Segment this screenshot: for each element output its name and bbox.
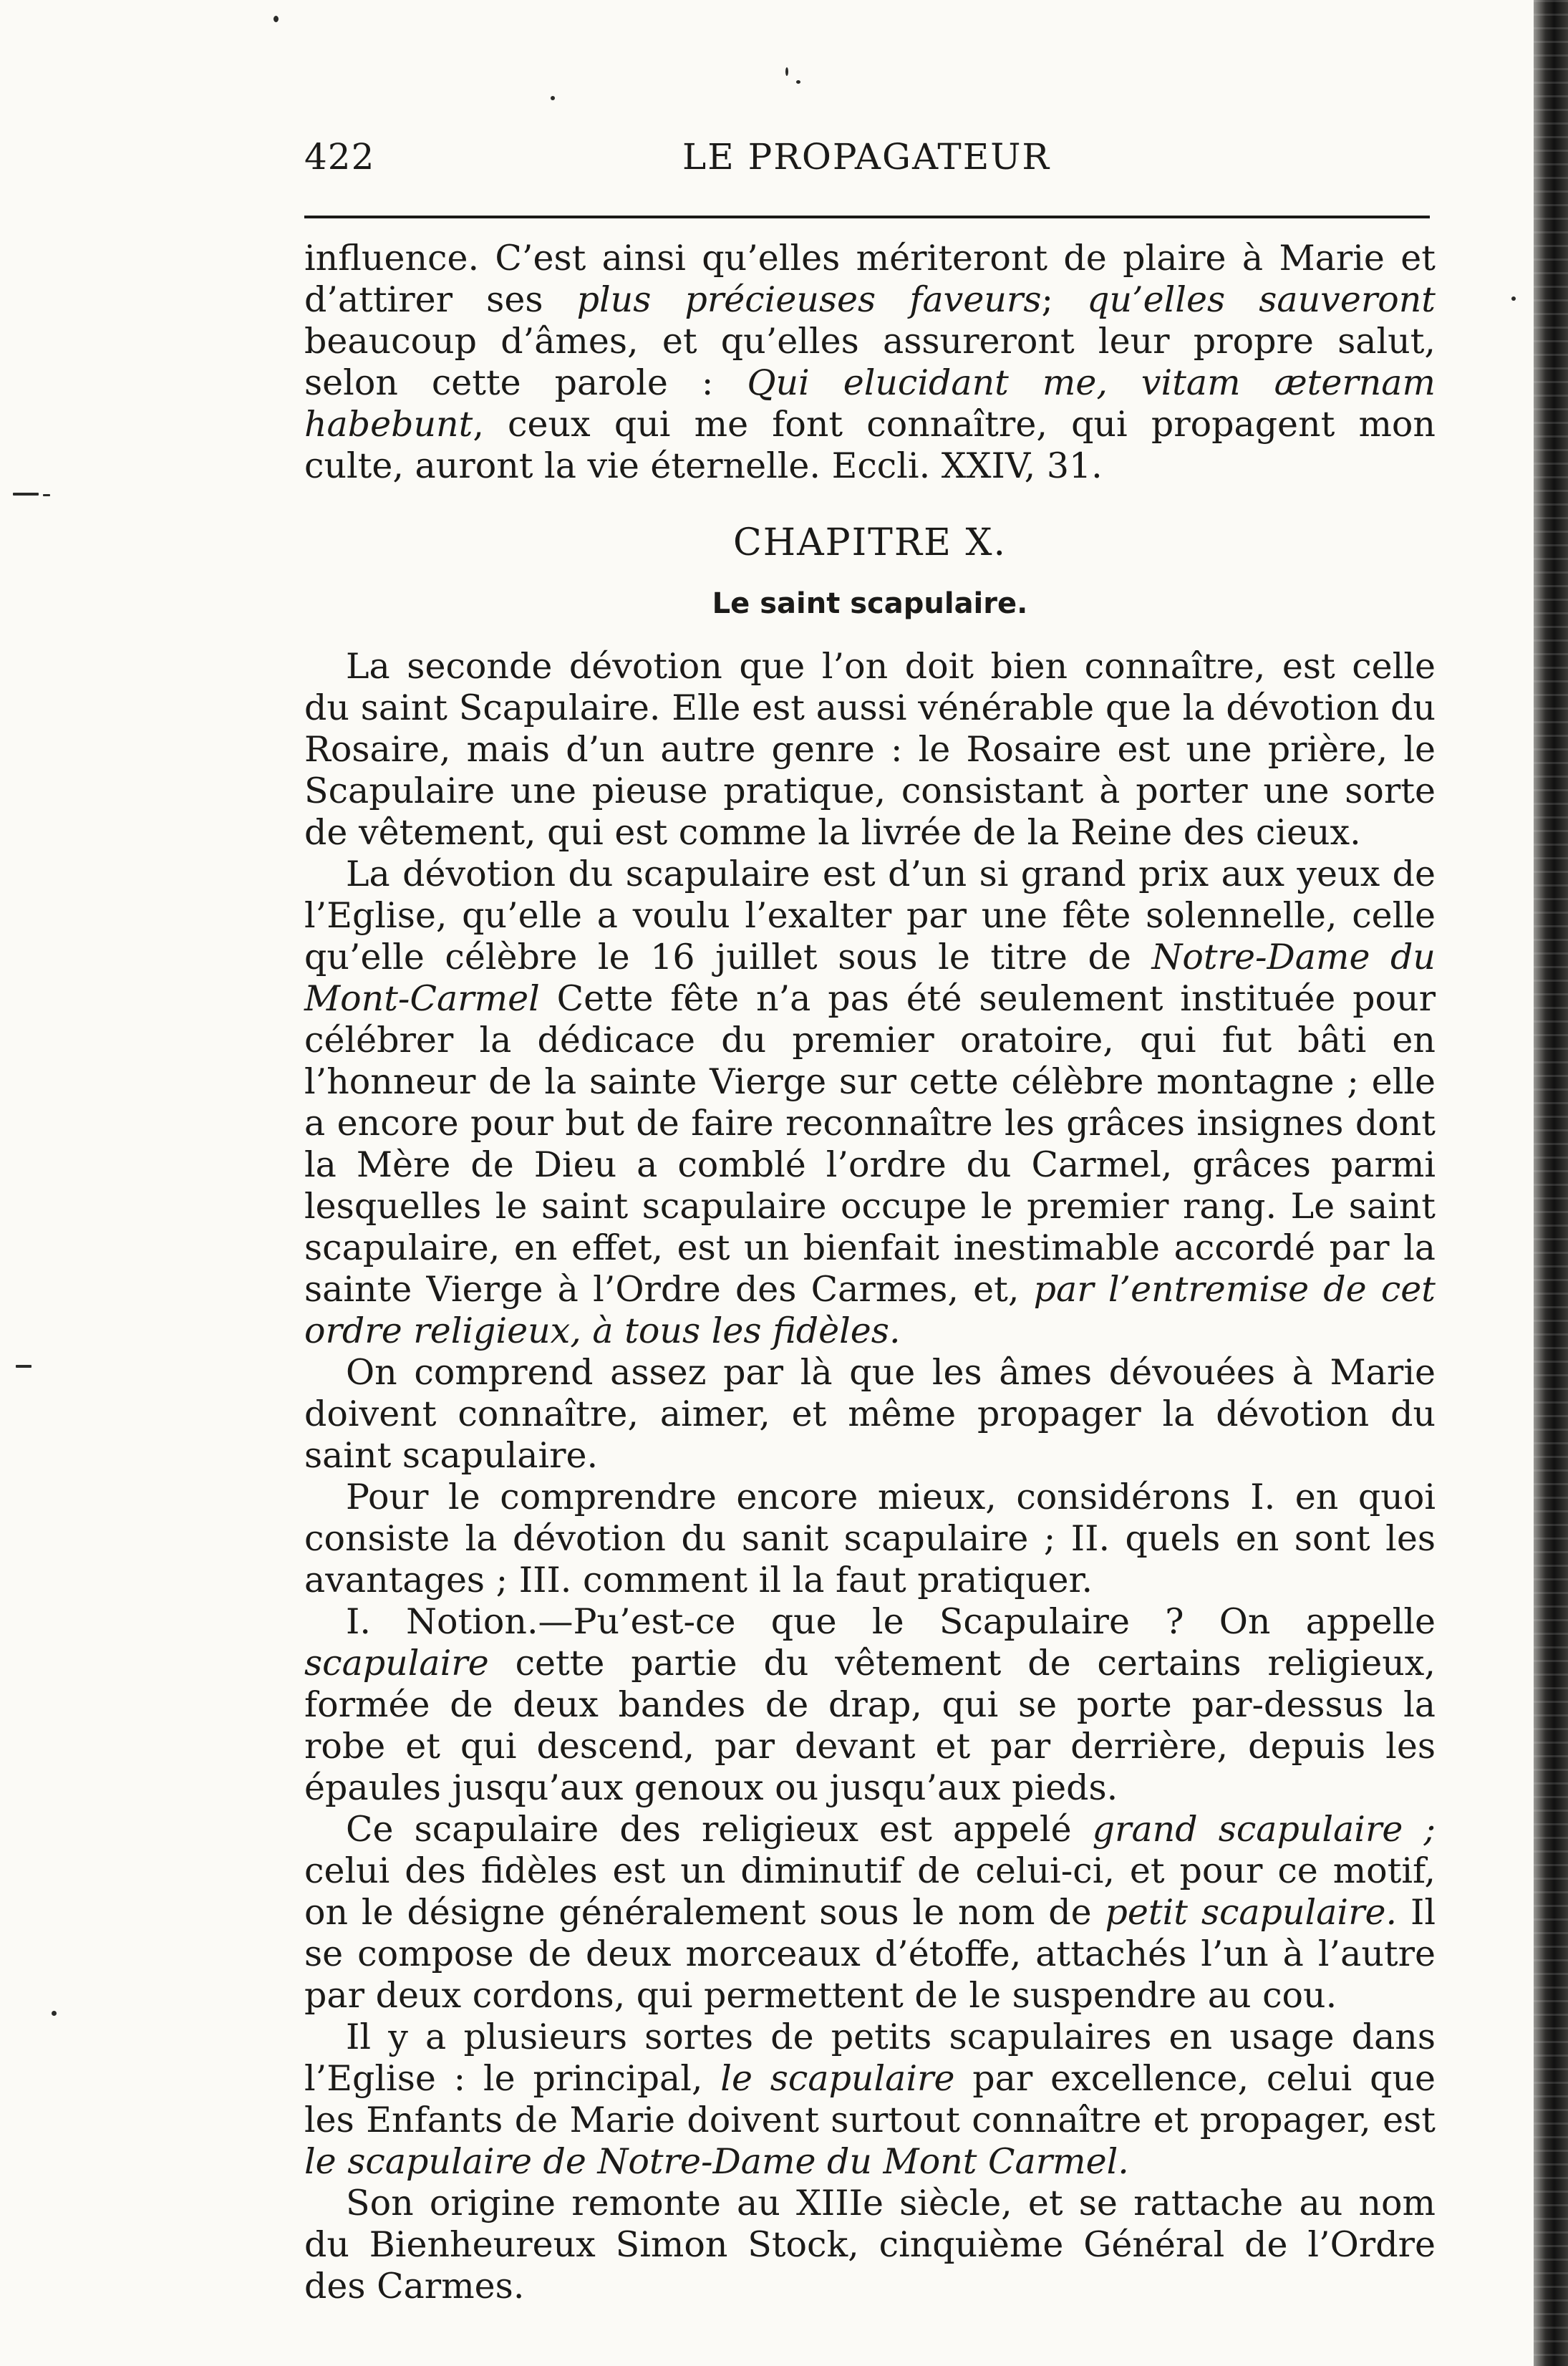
text-run: par excellence, celui que les Enfants de Marie doivent surtout connaître et propager, est	[304, 2058, 1436, 2140]
text-run: ;	[1041, 279, 1088, 320]
italic-run: plus précieuses faveurs	[576, 279, 1042, 320]
running-title: LE PROPAGATEUR	[682, 136, 1050, 178]
page-edge-texture	[1534, 0, 1568, 2366]
scan-speck	[16, 1365, 32, 1368]
scan-speck	[43, 494, 50, 496]
text-run: La dévotion du scapulaire est d’un si grand prix aux yeux de l’Eglise, qu’elle a voulu l’exalter par une fête solennelle, celle qu’elle célèbre le 16 juillet sous le titre de	[304, 854, 1436, 977]
body-text	[304, 238, 1436, 2307]
scan-speck	[52, 2011, 57, 2016]
italic-run: Notre-Dame du Mont-Carmel	[304, 937, 1436, 1019]
page-header	[304, 136, 1428, 186]
italic-run: par l’entremise de cet ordre religieux, à tous les fidèles.	[304, 1269, 1436, 1351]
italic-run: le scapulaire de Notre-Dame du Mont Carmel.	[304, 2141, 1129, 2182]
text-run: influence. C’est ainsi qu’elles mériteront de plaire à Marie et d’attirer ses	[304, 238, 1436, 320]
chapter-title: CHAPITRE X.	[732, 521, 1007, 564]
paragraph: La seconde dévotion que l’on doit bien connaître, est celle du saint Scapulaire. Elle est aussi vénérable que la dévotion du Rosaire, mais d’un autre genre : le Rosaire est une prière, le Scapulaire une pieuse pratique, consistant à porter une sorte de vêtement, qui est comme la livrée de la Reine des cieux.	[304, 646, 1436, 853]
paragraph: On comprend assez par là que les âmes dévouées à Marie doivent connaître, aimer, et même propager la dévotion du saint scapulaire.	[304, 1352, 1436, 1476]
scan-speck	[551, 96, 555, 100]
text-run: , ceux qui me font connaître, qui propagent mon culte, auront la vie éternelle. Eccli. XXIV, 31.	[304, 404, 1436, 486]
paragraph	[304, 1809, 1436, 2017]
page-number: 422	[304, 136, 375, 178]
text-run: Ce scapulaire des religieux est appelé	[346, 1809, 1093, 1850]
paragraph: Son origine remonte au XIIIe siècle, et se rattache au nom du Bienheureux Simon Stock, cinquième Général de l’Ordre des Carmes.	[304, 2183, 1436, 2307]
italic-run: scapulaire	[304, 1643, 489, 1684]
text-run: cette partie du vêtement de certains religieux, formée de deux bandes de drap, qui se porte par-dessus la robe et qui descend, par devant et par derrière, depuis les épaules jusqu’aux genoux ou jusqu’aux pieds.	[304, 1643, 1436, 1808]
text-run: Il se compose de deux morceaux d’étoffe, attachés l’un à l’autre par deux cordons, qui permettent de le suspendre au cou.	[304, 1892, 1436, 2016]
continuation-paragraph	[304, 238, 1436, 487]
scan-speck	[13, 493, 39, 496]
scan-speck	[1511, 296, 1516, 301]
paragraph	[304, 854, 1436, 1352]
italic-run: grand scapulaire ;	[1092, 1809, 1436, 1850]
scan-speck	[274, 16, 279, 22]
paragraph	[304, 2017, 1436, 2183]
latin-quote: Qui elucidant me, vitam æternam habebunt	[304, 362, 1436, 445]
text-run: Cette fête n’a pas été seulement instituée pour célébrer la dédicace du premier oratoire, qui fut bâti en l’honneur de la sainte Vierge sur cette célèbre montagne ; elle a encore pour but de faire reconnaître les grâces insignes dont la Mère de Dieu a comblé l’ordre du Carmel, grâces parmi lesquelles le saint scapulaire occupe le premier rang. Le saint scapulaire, en effet, est un bienfait inestimable accordé par la sainte Vierge à l’Ordre des Carmes, et,	[304, 978, 1436, 1310]
text-run: beaucoup d’âmes, et qu’elles assureront leur propre salut, selon cette parole :	[304, 321, 1436, 403]
paragraph: Pour le comprendre encore mieux, considérons I. en quoi consiste la dévotion du sanit scapulaire ; II. quels en sont les avantages ; III. comment il la faut pratiquer.	[304, 1477, 1436, 1600]
italic-run: le scapulaire	[720, 2058, 955, 2099]
paragraph	[304, 1601, 1436, 1809]
scan-speck	[796, 80, 800, 84]
text-run: celui des fidèles est un diminutif de celui-ci, et pour ce motif, on le désigne généralement sous le nom de	[304, 1850, 1436, 1933]
italic-run: petit scapulaire.	[1105, 1892, 1398, 1933]
text-run: Il y a plusieurs sortes de petits scapulaires en usage dans l’Eglise : le principal,	[304, 2017, 1436, 2099]
text-run: I. Notion.—Pu’est-ce que le Scapulaire ? On appelle	[346, 1601, 1436, 1642]
header-rule	[304, 216, 1430, 218]
scan-speck	[785, 67, 788, 76]
section-title: Le saint scapulaire.	[712, 587, 1028, 620]
italic-run: qu’elles sauveront	[1087, 279, 1436, 320]
